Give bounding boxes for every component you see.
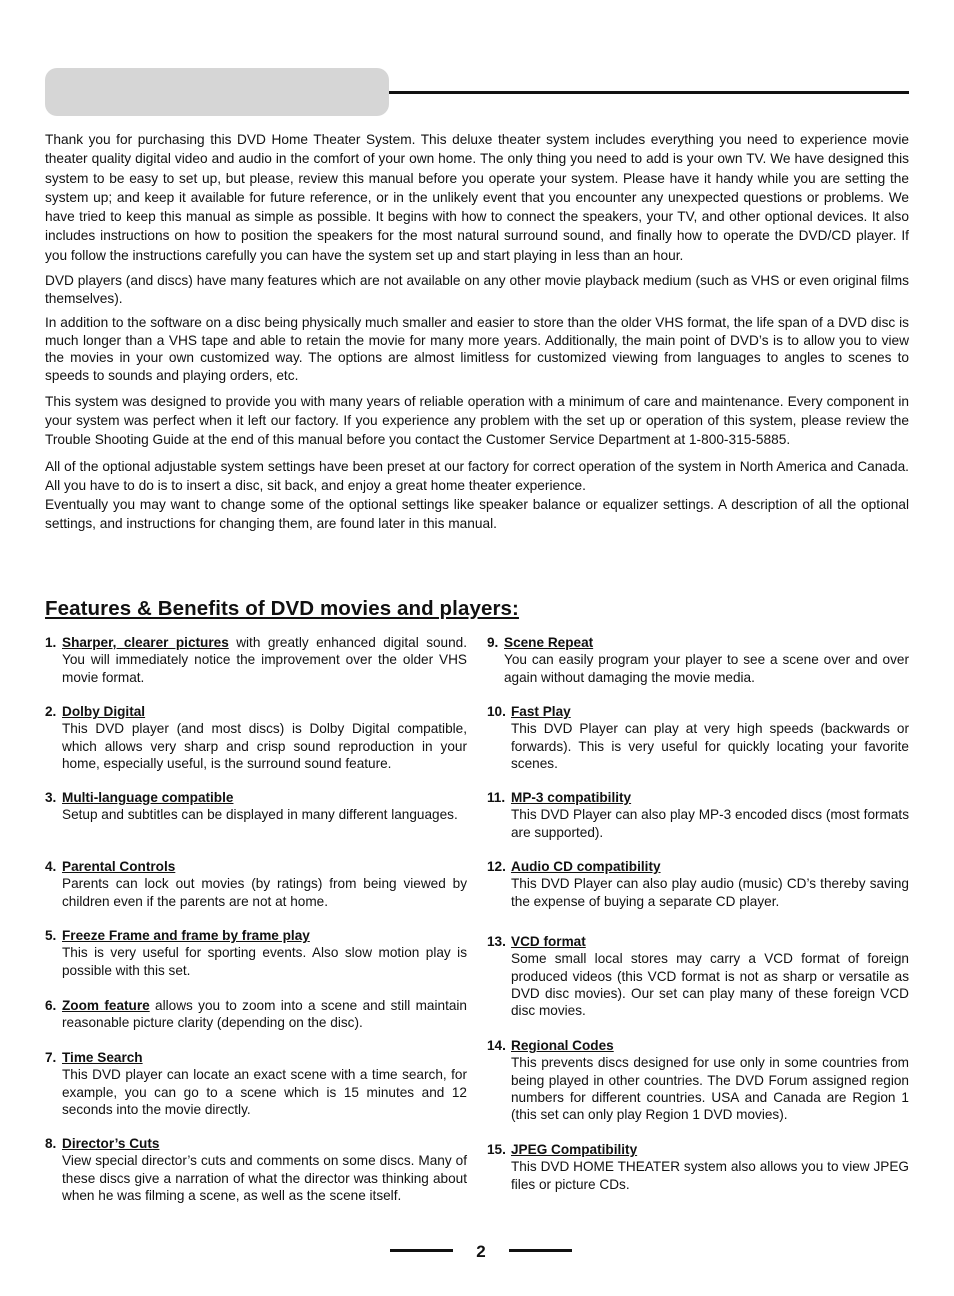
- feature-number: 4.: [45, 859, 57, 874]
- feature-item: [487, 933, 909, 1019]
- intro-paragraph-1: Thank you for purchasing this DVD Home Theater System. This deluxe theater system includes everything you need to experience movie theater quality digital video and audio in the comfort of your own home. The only thing you need to add is your own TV. We have designed this system to be easy to set up, but please, review this manual before you operate your system. Please have it handy while you are setting the system up; and keep it available for future reference, or in the unlikely event that you encounter any unexpected questions or problems. We have tried to keep this manual as simple as possible. It begins with how to connect the speakers, your TV, and other optional devices. It also includes instructions on how to position the speakers for the most natural surround sound, and finally how to operate the DVD/CD player. If you follow the instructions carefully you can have the system set up and start playing in less than an hour.: [45, 132, 909, 263]
- feature-number: 6.: [45, 998, 57, 1013]
- feature-description: allows you to zoom into a scene and still maintain reasonable picture clarity (depending on the disc).: [62, 998, 467, 1031]
- feature-description: with greatly enhanced digital sound. You will immediately notice the improvement over the older VHS movie format.: [62, 635, 468, 685]
- feature-title: MP-3 compatibility: [511, 790, 632, 805]
- feature-description: Parents can lock out movies (by ratings) from being viewed by children even if the parents are not at home.: [62, 876, 467, 909]
- intro-paragraph-4: This system was designed to provide you with many years of reliable operation with a minimum of care and maintenance. Every component in your system was perfect when it left our factory. If you experience any problem with the set up or operation of this system, please review the Trouble Shooting Guide at the end of this manual before you contact the Customer Service Department at 1-800-315-5885.: [45, 393, 909, 448]
- feature-number: 2.: [45, 704, 57, 719]
- introduction: [45, 130, 909, 541]
- feature-description: This is very useful for sporting events. Also slow motion play is possible with this set.: [62, 945, 467, 978]
- footer-rule-right: [509, 1249, 572, 1252]
- feature-description: View special director’s cuts and comments on some discs. Many of these discs give a narration of what the director was thinking about when he was filming a scene, as well as the scene itself.: [62, 1153, 467, 1203]
- page-footer: [390, 1240, 572, 1264]
- intro-paragraph-3: In addition to the software on a disc being physically much smaller and easier to store than the older VHS format, the life span of a DVD disc is much longer than a VHS tape and able to retain the movie for many more years. Additionally, the main point of DVD’s is to allow you to view the movies in your own customized way. The options are almost limitless for customized viewing from languages to angles to scenes to speeds to sounds and playing orders, etc.: [45, 315, 909, 384]
- page-number: 2: [476, 1242, 486, 1261]
- feature-title: Multi-language compatible: [62, 790, 234, 805]
- feature-title: Audio CD compatibility: [511, 859, 661, 874]
- feature-number: 8.: [45, 1136, 57, 1151]
- feature-number: 1.: [45, 635, 57, 650]
- feature-title: Scene Repeat: [504, 635, 594, 650]
- feature-title: Zoom feature: [62, 998, 150, 1013]
- feature-item: [45, 927, 467, 979]
- feature-description: This DVD player (and most discs) is Dolby Digital compatible, which allows very sharp and crisp sound reproduction in your home, especially useful, is the surround sound feature.: [62, 721, 467, 771]
- feature-title: Time Search: [62, 1050, 143, 1065]
- feature-item: [487, 858, 909, 910]
- feature-number: 15.: [487, 1142, 506, 1157]
- feature-number: 12.: [487, 859, 506, 874]
- feature-description: This DVD Player can also play MP-3 encoded discs (most formats are supported).: [511, 807, 909, 840]
- feature-number: 5.: [45, 928, 57, 943]
- feature-description: Some small local stores may carry a VCD format of foreign produced videos (this VCD format is not as sharp or versatile as DVD disc movies). Our set can play many of these foreign VCD disc movies.: [511, 951, 909, 1019]
- section-header-rule: [389, 91, 909, 94]
- feature-item: [45, 703, 467, 772]
- feature-description: This DVD player can locate an exact scene with a time search, for example, you can go to a scene which is 15 minutes and 12 seconds into the movie directly.: [62, 1067, 467, 1117]
- feature-number: 14.: [487, 1038, 506, 1053]
- feature-item: [45, 997, 467, 1032]
- feature-title: Parental Controls: [62, 859, 176, 874]
- feature-description: Setup and subtitles can be displayed in many different languages.: [62, 807, 458, 823]
- feature-title: JPEG Compatibility: [511, 1142, 638, 1157]
- intro-paragraph-5: All of the optional adjustable system settings have been preset at our factory for correct operation of the system in North America and Canada. All you have to do is to insert a disc, sit back, and enjoy a great home theater experience.: [45, 458, 909, 493]
- feature-item: [487, 1141, 909, 1193]
- feature-item: [45, 789, 467, 824]
- feature-item: [45, 1135, 467, 1204]
- feature-title: Director’s Cuts: [62, 1136, 160, 1151]
- feature-title: Dolby Digital: [62, 704, 146, 719]
- feature-number: 9.: [487, 635, 499, 650]
- feature-item: [487, 634, 909, 686]
- feature-item: [45, 634, 467, 686]
- feature-item: [487, 789, 909, 841]
- intro-paragraph-6: Eventually you may want to change some of the optional settings like speaker balance or equalizer settings. A description of all the optional settings, and instructions for changing them, are found later in this manual.: [45, 497, 909, 532]
- feature-description: This DVD Player can also play audio (music) CD’s thereby saving the expense of buying a separate CD player.: [511, 876, 909, 909]
- feature-title: Fast Play: [511, 704, 571, 719]
- feature-item: [45, 1049, 467, 1118]
- feature-item: [487, 703, 909, 772]
- section-header-tab: [45, 68, 389, 116]
- feature-description: This DVD Player can play at very high speeds (backwards or forwards). This is very useful for quickly locating your favorite scenes.: [511, 721, 909, 771]
- feature-number: 10.: [487, 704, 506, 719]
- feature-title: VCD format: [511, 934, 586, 949]
- feature-item: [45, 858, 467, 910]
- feature-number: 11.: [487, 790, 506, 805]
- features-heading: Features & Benefits of DVD movies and players:: [45, 597, 519, 620]
- feature-number: 13.: [487, 934, 506, 949]
- feature-description: You can easily program your player to see a scene over and over again without damaging the movie media.: [504, 652, 909, 685]
- feature-description: This prevents discs designed for use only in some countries from being played in other countries. The DVD Forum assigned region numbers for different countries. USA and Canada are Region 1 (this set can only play Region 1 DVD movies).: [511, 1055, 909, 1123]
- feature-title: Regional Codes: [511, 1038, 614, 1053]
- feature-number: 7.: [45, 1050, 57, 1065]
- feature-item: [487, 1037, 909, 1123]
- feature-number: 3.: [45, 790, 57, 805]
- feature-title: Freeze Frame and frame by frame play: [62, 928, 310, 943]
- feature-title: Sharper, clearer pictures: [62, 635, 229, 650]
- feature-description: This DVD HOME THEATER system also allows you to view JPEG files or picture CDs.: [511, 1159, 909, 1192]
- intro-paragraph-2: DVD players (and discs) have many features which are not available on any other movie playback medium (such as VHS or even original films themselves).: [45, 273, 909, 306]
